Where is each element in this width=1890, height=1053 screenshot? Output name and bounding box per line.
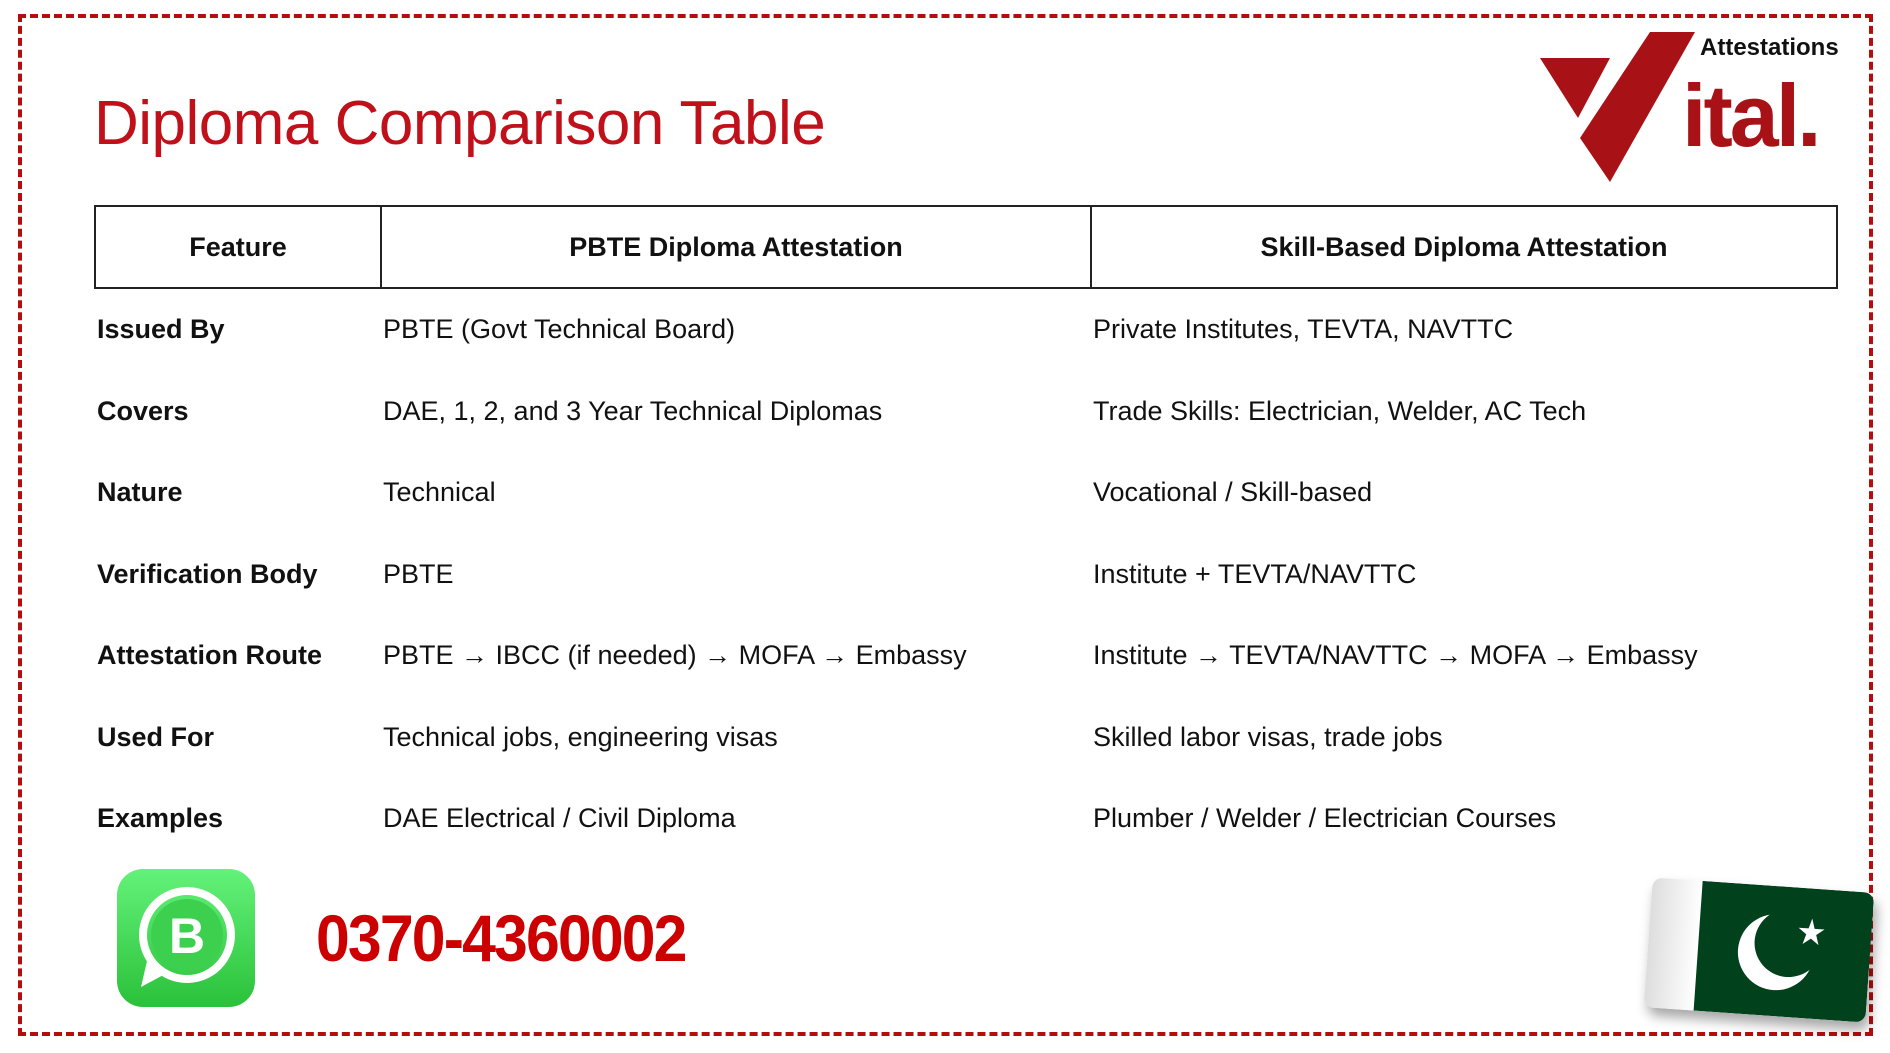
pbte-cell: Technical	[383, 477, 496, 508]
table-row	[95, 778, 1837, 860]
skill-cell: Institute → TEVTA/NAVTTC → MOFA → Embassy	[1093, 640, 1698, 671]
pakistan-flag-icon	[1644, 877, 1875, 1022]
feature-cell: Attestation Route	[97, 640, 322, 671]
skill-cell: Private Institutes, TEVTA, NAVTTC	[1093, 314, 1514, 345]
phone-number[interactable]: 0370-4360002	[316, 901, 686, 975]
table-row	[95, 615, 1837, 697]
table-row	[95, 697, 1837, 779]
skill-cell: Plumber / Welder / Electrician Courses	[1093, 803, 1557, 834]
skill-cell: Vocational / Skill-based	[1093, 477, 1373, 508]
feature-cell: Covers	[97, 395, 189, 426]
table-row	[95, 371, 1837, 453]
skill-cell: Skilled labor visas, trade jobs	[1093, 721, 1443, 752]
header-skill-based: Skill-Based Diploma Attestation	[1091, 206, 1837, 288]
table-row	[95, 288, 1837, 371]
table-row	[95, 452, 1837, 534]
pbte-cell: Technical jobs, engineering visas	[383, 721, 778, 752]
pbte-cell: PBTE	[383, 558, 454, 589]
comparison-table	[94, 205, 1838, 860]
page-title: Diploma Comparison Table	[94, 89, 826, 158]
pbte-cell: PBTE → IBCC (if needed) → MOFA → Embassy	[383, 640, 967, 671]
header-feature: Feature	[95, 206, 381, 288]
feature-cell: Issued By	[97, 314, 225, 345]
feature-cell: Used For	[97, 721, 215, 752]
table-header-row	[95, 206, 1837, 288]
whatsapp-b-letter: B	[168, 908, 206, 964]
table-row	[95, 534, 1837, 616]
skill-cell: Trade Skills: Electrician, Welder, AC Tech	[1093, 395, 1587, 426]
feature-cell: Examples	[97, 803, 224, 834]
pbte-cell: DAE, 1, 2, and 3 Year Technical Diplomas	[383, 395, 883, 426]
feature-cell: Nature	[97, 477, 183, 508]
logo-main-text: ital.	[1682, 66, 1819, 165]
feature-cell: Verification Body	[97, 558, 318, 589]
whatsapp-business-icon[interactable]	[117, 869, 255, 1007]
pbte-cell: PBTE (Govt Technical Board)	[383, 314, 736, 345]
pbte-cell: DAE Electrical / Civil Diploma	[383, 803, 736, 834]
skill-cell: Institute + TEVTA/NAVTTC	[1093, 558, 1417, 589]
logo-top-text: Attestations	[1700, 34, 1839, 61]
vital-attestations-logo	[1540, 28, 1870, 188]
header-pbte: PBTE Diploma Attestation	[381, 206, 1091, 288]
